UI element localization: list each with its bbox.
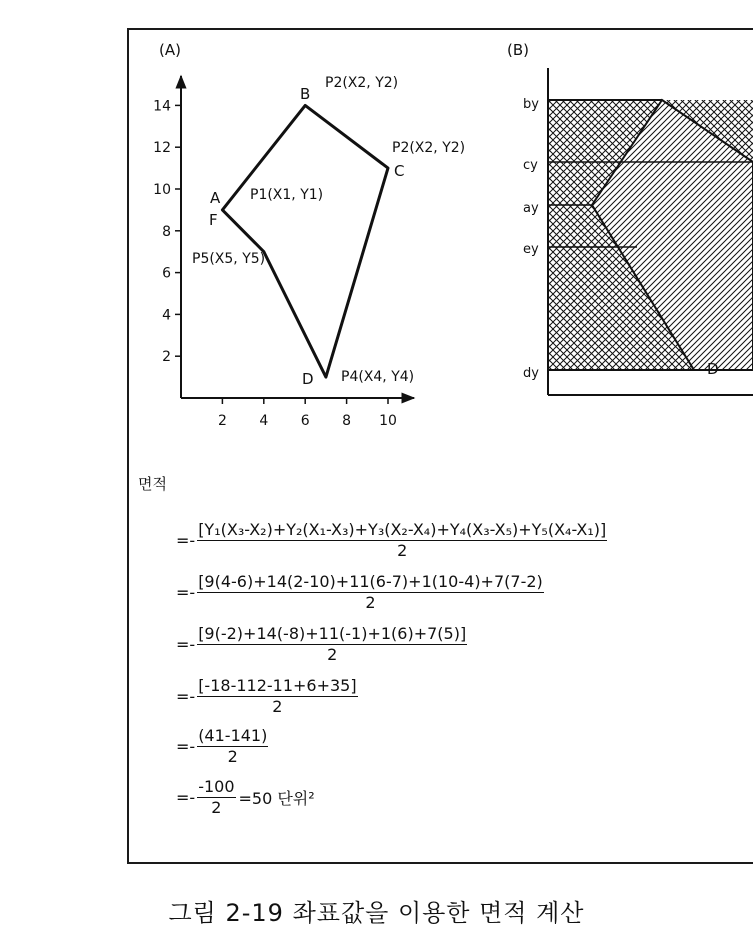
equation-line-4 — [176, 676, 361, 717]
point-a-coord: P1(X1, Y1) — [250, 187, 324, 203]
y-tick-label: 14 — [153, 98, 171, 115]
fraction — [197, 520, 607, 561]
dy-label: dy — [523, 366, 539, 381]
x-tick-label: 6 — [300, 413, 310, 429]
y-tick-label: 4 — [162, 307, 171, 324]
eq-prefix: =- — [176, 737, 196, 756]
cy-label: cy — [523, 158, 538, 173]
point-d-coord: P4(X4, Y4) — [341, 369, 415, 385]
y-tick-label: 12 — [153, 140, 171, 157]
denominator: 2 — [211, 798, 222, 817]
equation-line-1 — [176, 520, 610, 561]
numerator: (41-141) — [198, 726, 268, 745]
y-tick-label: 2 — [162, 349, 171, 366]
figure-caption: 그림 2-19 좌표값을 이용한 면적 계산 — [168, 899, 585, 927]
point-d-label: D — [302, 370, 314, 388]
fraction — [197, 726, 268, 767]
fraction — [197, 624, 467, 665]
equation-line-5 — [176, 726, 271, 767]
ay-label: ay — [523, 201, 539, 216]
panel-b — [507, 41, 753, 395]
numerator: [Y₁(X₃-X₂)+Y₂(X₁-X₃)+Y₃(X₂-X₄)+Y₄(X₃-X₅)+Y₅(X₄-X₁)] — [198, 520, 607, 539]
y-tick-label: 6 — [162, 265, 171, 282]
denominator: 2 — [272, 697, 283, 716]
denominator: 2 — [365, 593, 376, 612]
fraction — [197, 572, 544, 613]
panel-a — [153, 41, 465, 429]
point-c-label: C — [394, 162, 405, 180]
eq-prefix: =- — [176, 531, 196, 550]
eq-prefix: =- — [176, 635, 196, 654]
x-tick-label: 2 — [217, 413, 227, 429]
eq-prefix: =- — [176, 788, 196, 807]
equation-line-2 — [176, 572, 547, 613]
fraction — [197, 676, 357, 717]
point-b-label: B — [300, 85, 311, 103]
by-label: by — [523, 97, 539, 112]
fraction — [197, 777, 235, 818]
point-c-coord: P2(X2, Y2) — [392, 140, 466, 156]
equation-line-6 — [176, 777, 315, 818]
y-tick-label: 8 — [162, 223, 171, 240]
eq-prefix: =- — [176, 583, 196, 602]
denominator: 2 — [397, 541, 408, 560]
y-ticks — [153, 98, 181, 365]
point-a-label: A — [210, 189, 221, 207]
numerator: [9(-2)+14(-8)+11(-1)+1(6)+7(5)] — [198, 624, 467, 643]
point-f-label: F — [209, 211, 218, 229]
point-f-coord: P5(X5, Y5) — [192, 251, 266, 267]
ey-label: ey — [523, 242, 539, 257]
numerator: [9(4-6)+14(2-10)+11(6-7)+1(10-4)+7(7-2) — [198, 572, 543, 591]
area-title: 면적 — [138, 475, 167, 493]
panel-b-label: (B) — [507, 41, 529, 59]
x-tick-label: 10 — [379, 413, 397, 429]
point-b-coord: P2(X2, Y2) — [325, 75, 399, 91]
denominator: 2 — [227, 747, 238, 766]
numerator: [-18-112-11+6+35] — [198, 676, 357, 695]
eq-prefix: =- — [176, 687, 196, 706]
x-tick-label: 8 — [342, 413, 352, 429]
point-d-label-b: D — [707, 360, 719, 378]
numerator: -100 — [198, 777, 235, 796]
equation-line-3 — [176, 624, 470, 665]
polygon-abcdf — [222, 105, 388, 377]
y-tick-label: 10 — [153, 182, 171, 198]
x-ticks — [218, 398, 397, 429]
x-tick-label: 4 — [259, 413, 269, 429]
panel-a-label: (A) — [159, 41, 181, 59]
denominator: 2 — [327, 645, 338, 664]
eq-suffix: =50 단위² — [238, 789, 315, 808]
